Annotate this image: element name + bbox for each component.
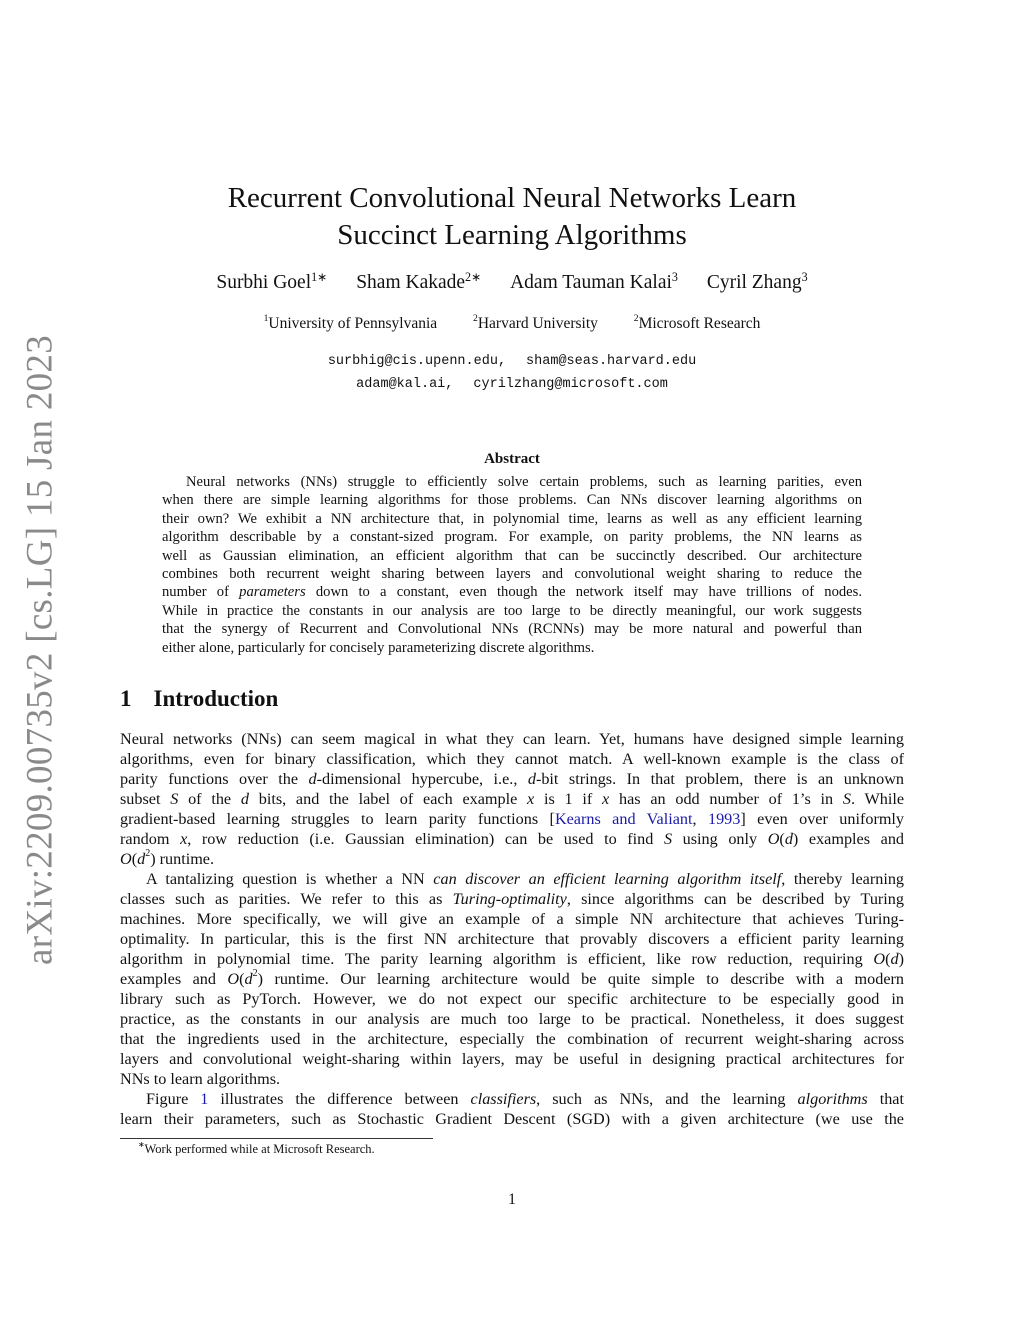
- italic-text: x: [527, 790, 535, 808]
- italic-text: parameters: [239, 584, 306, 601]
- affiliation: [264, 315, 438, 332]
- superscript: 2: [145, 848, 151, 859]
- email: cyrilzhang@microsoft.com: [473, 377, 668, 392]
- text-line: [120, 1050, 904, 1069]
- text-run: A tantalizing question is whether a NN: [146, 870, 434, 888]
- text-run: subset: [120, 790, 171, 808]
- text-line: [120, 1070, 904, 1089]
- text-line: [162, 621, 862, 638]
- text-run: is 1 if: [534, 790, 603, 808]
- text-run: random: [120, 830, 181, 848]
- italic-text: d: [137, 850, 146, 868]
- text-run: ): [898, 950, 904, 968]
- text-run: of the: [178, 790, 241, 808]
- text-run: algorithm in polynomial time. The parity learning algorithm is efficient, like row reduction, requiring: [120, 950, 874, 968]
- text-run: , row reduction (i.e. Gaussian elimination) can be used to find: [187, 830, 664, 848]
- arxiv-identifier-stamp: arXiv:2209.00735v2 [cs.LG] 15 Jan 2023: [19, 334, 61, 966]
- email: adam@kal.ai,: [356, 377, 454, 392]
- text-run: down to a constant, even though the network itself may have trillions of nodes.: [305, 584, 862, 601]
- text-line: [120, 990, 904, 1009]
- text-run: machines. More specifically, we will give an example of a simple NN architecture that achieves Turing-: [120, 910, 904, 928]
- text-line: [162, 603, 862, 620]
- text-run: ,: [692, 810, 708, 828]
- text-run: ) examples and: [792, 830, 905, 848]
- text-run: examples and: [120, 970, 228, 988]
- affiliation-mark: 2: [633, 313, 639, 324]
- text-line: [120, 730, 904, 749]
- italic-text: d: [240, 790, 249, 808]
- affiliation: [473, 315, 598, 332]
- text-line: [120, 870, 904, 889]
- title-line-2: Succinct Learning Algorithms: [337, 219, 687, 251]
- page-number: 1: [508, 1191, 516, 1208]
- text-line: [120, 810, 904, 829]
- author: [510, 272, 678, 293]
- abstract-heading: Abstract: [484, 451, 540, 467]
- text-run: . While: [850, 790, 905, 808]
- text-line: [120, 1030, 904, 1049]
- text-run: algorithms, even for binary classification, which they cannot match. A well-known example is the class of: [120, 750, 904, 768]
- italic-text: d: [244, 970, 253, 988]
- text-run: either alone, particularly for concisely parameterizing discrete algorithms.: [162, 639, 595, 656]
- italic-text: S: [663, 830, 673, 848]
- text-run: gradient-based learning struggles to learn parity functions [: [120, 810, 555, 828]
- text-run: parity functions over the: [120, 770, 309, 788]
- italic-text: d: [890, 950, 899, 968]
- title-line-1: Recurrent Convolutional Neural Networks Learn: [227, 182, 797, 214]
- text-run: , thereby learning: [781, 870, 905, 888]
- author-name: Surbhi Goel: [216, 272, 312, 293]
- author-name: Sham Kakade: [356, 272, 466, 293]
- section-heading: [120, 686, 278, 712]
- affiliation-mark: 1: [263, 313, 269, 324]
- text-line: [120, 930, 904, 949]
- author: [356, 272, 481, 293]
- text-line: [120, 910, 904, 929]
- text-run: bits, and the label of each example: [248, 790, 528, 808]
- author-list: [0, 272, 1024, 294]
- italic-text: O: [767, 830, 780, 848]
- citation-link[interactable]: Kearns and Valiant: [554, 810, 693, 828]
- text-run: library such as PyTorch. However, we do not expect our specific architecture to be especially good in: [120, 990, 904, 1008]
- text-run: when there are simple learning algorithms for those problems. Can NNs discover learning algorithms on: [162, 492, 862, 509]
- text-run: illustrates the difference between: [208, 1090, 471, 1108]
- text-run: algorithm describable by a constant-sized program. For example, on parity problems, the NN learns as: [162, 529, 862, 546]
- affiliation-list: [0, 315, 1024, 333]
- text-run: has an odd number of 1’s in: [609, 790, 843, 808]
- affiliation-name: Microsoft Research: [638, 315, 761, 332]
- text-run: Neural networks (NNs) struggle to efficiently solve certain problems, such as learning parities, even: [186, 474, 862, 490]
- text-run: practice, as the constants in our analysis are much too large to be practical. Nonetheless, it does suggest: [120, 1010, 904, 1028]
- superscript: 2: [252, 968, 258, 979]
- italic-text: d: [784, 830, 793, 848]
- italic-text: O: [227, 970, 240, 988]
- italic-text: x: [180, 830, 188, 848]
- text-run: ] even over uniformly: [740, 810, 905, 828]
- email: surbhig@cis.upenn.edu,: [327, 354, 507, 369]
- text-run: (: [239, 970, 245, 988]
- text-line: [120, 970, 904, 989]
- author-affiliation-mark: 3: [801, 270, 808, 284]
- text-run: , such as NNs, and the learning: [536, 1090, 798, 1108]
- italic-text: algorithms: [797, 1090, 868, 1108]
- affiliation-name: Harvard University: [477, 315, 598, 332]
- text-run: classes such as parities. We refer to this as: [120, 890, 453, 908]
- text-run: ) runtime. Our learning architecture would be quite simple to describe with a modern: [257, 970, 904, 988]
- author: [707, 272, 808, 293]
- text-run: (: [885, 950, 891, 968]
- text-run: Neural networks (NNs) can seem magical in what they can learn. Yet, humans have designed simple learning: [120, 730, 904, 748]
- italic-text: O: [873, 950, 886, 968]
- section-number: 1: [120, 686, 132, 711]
- affiliation: [634, 315, 761, 332]
- text-run: optimality. In particular, this is the first NN architecture that provably discovers a efficient parity learning: [120, 930, 904, 948]
- text-run: NNs to learn algorithms.: [120, 1070, 281, 1088]
- email: sham@seas.harvard.edu: [526, 354, 697, 369]
- text-line: [120, 850, 904, 869]
- italic-text: Turing-optimality: [452, 890, 567, 908]
- text-line: [162, 511, 862, 528]
- text-line: [120, 890, 904, 909]
- text-line: [120, 790, 904, 809]
- citation-link[interactable]: 1993: [707, 810, 741, 828]
- italic-text: classifiers: [470, 1090, 537, 1108]
- italic-text: S: [170, 790, 179, 808]
- text-run: combines both recurrent weight sharing between layers and convolutional weight sharing to reduce the: [162, 566, 862, 582]
- italic-text: S: [842, 790, 851, 808]
- text-line: [120, 1090, 904, 1109]
- italic-text: O: [120, 850, 132, 868]
- text-run: well as Gaussian elimination, an efficient algorithm that can be succinctly described. Our architecture: [162, 547, 862, 564]
- author-name: Adam Tauman Kalai: [510, 272, 672, 293]
- italic-text: x: [602, 790, 610, 808]
- footnote-text: Work performed while at Microsoft Research.: [144, 1142, 375, 1156]
- footnote: [138, 1142, 375, 1157]
- text-run: that the synergy of Recurrent and Convolutional NNs (RCNNs) may be more natural and powerful than: [162, 621, 862, 638]
- email-row-1: [0, 354, 1024, 369]
- text-run: ) runtime.: [150, 850, 215, 868]
- text-run: While in practice the constants in our analysis are too large to be directly meaningful, our work suggests: [162, 602, 862, 619]
- text-run: that the ingredients used in the architecture, especially the combination of recurrent weight-sharing across: [120, 1030, 904, 1048]
- author-affiliation-mark: 1∗: [311, 270, 328, 284]
- text-run: Figure: [146, 1090, 201, 1108]
- text-line: [120, 830, 904, 849]
- text-run: number of: [162, 584, 240, 601]
- text-run: -bit strings. In that problem, there is an unknown: [535, 770, 904, 788]
- paper-title: [0, 180, 1024, 254]
- affiliation-mark: 2: [473, 313, 478, 324]
- text-line: [162, 566, 862, 583]
- text-run: using only: [672, 830, 768, 848]
- text-line: [162, 548, 862, 565]
- text-line: [120, 1010, 904, 1029]
- text-line: [162, 640, 862, 657]
- footnote-mark: ∗: [138, 1140, 145, 1149]
- text-run: -dimensional hypercube, i.e.,: [316, 770, 528, 788]
- text-line: [120, 750, 904, 769]
- italic-text: d: [527, 770, 536, 788]
- italic-text: d: [308, 770, 317, 788]
- text-line: [120, 770, 904, 789]
- text-run: (: [131, 850, 138, 868]
- author-affiliation-mark: 2∗: [465, 270, 482, 284]
- citation-link[interactable]: 1: [200, 1090, 209, 1108]
- text-line: [162, 584, 862, 601]
- author-name: Cyril Zhang: [706, 272, 802, 293]
- text-run: , since algorithms can be described by Turing: [566, 890, 904, 908]
- section-title: Introduction: [153, 686, 279, 711]
- author: [216, 272, 327, 293]
- author-affiliation-mark: 3: [671, 270, 678, 284]
- text-line: [162, 474, 862, 491]
- affiliation-name: University of Pennsylvania: [268, 315, 438, 332]
- footnote-divider: [120, 1138, 433, 1139]
- email-row-2: [0, 377, 1024, 392]
- text-line: [120, 1110, 904, 1129]
- text-line: [162, 492, 862, 509]
- text-run: (: [779, 830, 785, 848]
- text-line: [162, 529, 862, 546]
- italic-text: can discover an efficient learning algorithm itself: [433, 870, 782, 888]
- text-run: that: [867, 1090, 904, 1108]
- text-run: learn their parameters, such as Stochastic Gradient Descent (SGD) with a given architecture (we use the: [120, 1110, 904, 1128]
- text-run: their own? We exhibit a NN architecture that, in polynomial time, learns as well as any efficient learning: [162, 510, 862, 527]
- text-run: layers and convolutional weight-sharing within layers, may be useful in designing practical architectures for: [120, 1050, 904, 1068]
- text-line: [120, 950, 904, 969]
